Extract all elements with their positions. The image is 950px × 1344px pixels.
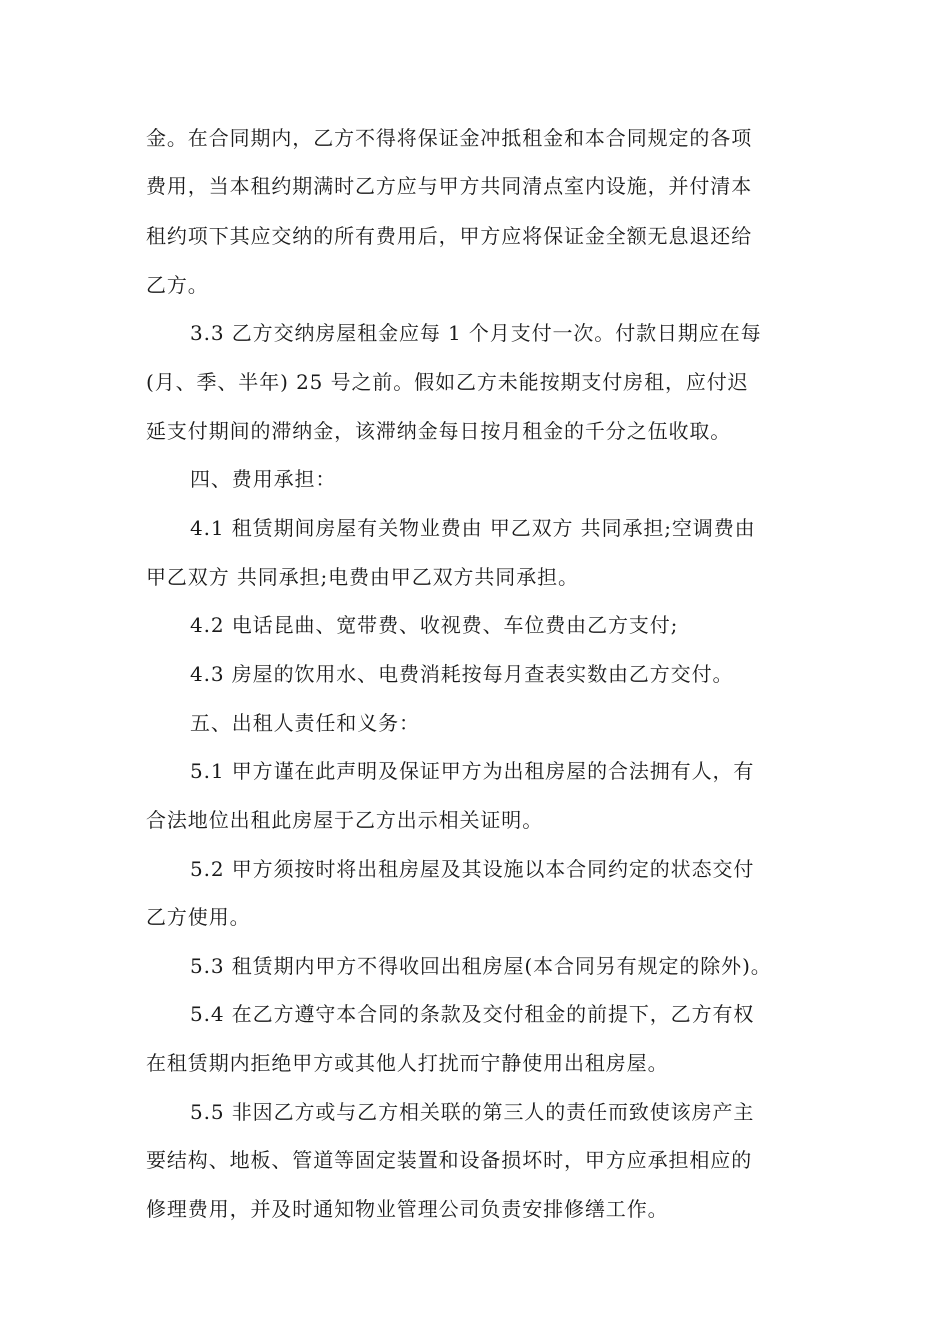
text-line: 合法地位出租此房屋于乙方出示相关证明。: [146, 808, 544, 832]
text-line: 修理费用，并及时通知物业管理公司负责安排修缮工作。: [146, 1197, 669, 1221]
text-line: 租约项下其应交纳的所有费用后，甲方应将保证金全额无息退还给: [146, 224, 753, 248]
text-line: 4.3 房屋的饮用水、电费消耗按每月查表实数由乙方交付。: [190, 662, 734, 686]
text-line: 5.5 非因乙方或与乙方相关联的第三人的责任而致使该房产主: [190, 1100, 755, 1124]
text-line: 要结构、地板、管道等固定装置和设备损坏时，甲方应承担相应的: [146, 1148, 753, 1172]
text-line: 延支付期间的滞纳金，该滞纳金每日按月租金的千分之伍收取。: [146, 419, 732, 443]
text-line: 4.1 租赁期间房屋有关物业费由 甲乙双方 共同承担;空调费由: [190, 516, 756, 540]
text-line: 5.1 甲方谨在此声明及保证甲方为出租房屋的合法拥有人，有: [190, 759, 755, 783]
text-line: 费用，当本租约期满时乙方应与甲方共同清点室内设施，并付清本: [146, 174, 753, 198]
text-line: 3.3 乙方交纳房屋租金应每 1 个月支付一次。付款日期应在每: [190, 321, 762, 345]
text-line: 4.2 电话昆曲、宽带费、收视费、车位费由乙方支付;: [190, 613, 679, 637]
text-line: 金。在合同期内，乙方不得将保证金冲抵租金和本合同规定的各项: [146, 126, 753, 150]
section-heading: 五、出租人责任和义务：: [190, 711, 420, 735]
text-line: 5.2 甲方须按时将出租房屋及其设施以本合同约定的状态交付: [190, 857, 755, 881]
text-line: 乙方。: [146, 273, 209, 297]
text-line: 在租赁期内拒绝甲方或其他人打扰而宁静使用出租房屋。: [146, 1051, 669, 1075]
text-line: (月、季、半年) 25 号之前。假如乙方未能按期支付房租，应付迟: [146, 370, 749, 394]
text-line: 5.4 在乙方遵守本合同的条款及交付租金的前提下，乙方有权: [190, 1002, 755, 1026]
section-heading: 四、费用承担：: [190, 467, 337, 491]
text-line: 甲乙双方 共同承担;电费由甲乙双方共同承担。: [146, 565, 579, 589]
text-line: 5.3 租赁期内甲方不得收回出租房屋(本合同另有规定的除外)。: [190, 954, 772, 978]
text-line: 乙方使用。: [146, 905, 251, 929]
